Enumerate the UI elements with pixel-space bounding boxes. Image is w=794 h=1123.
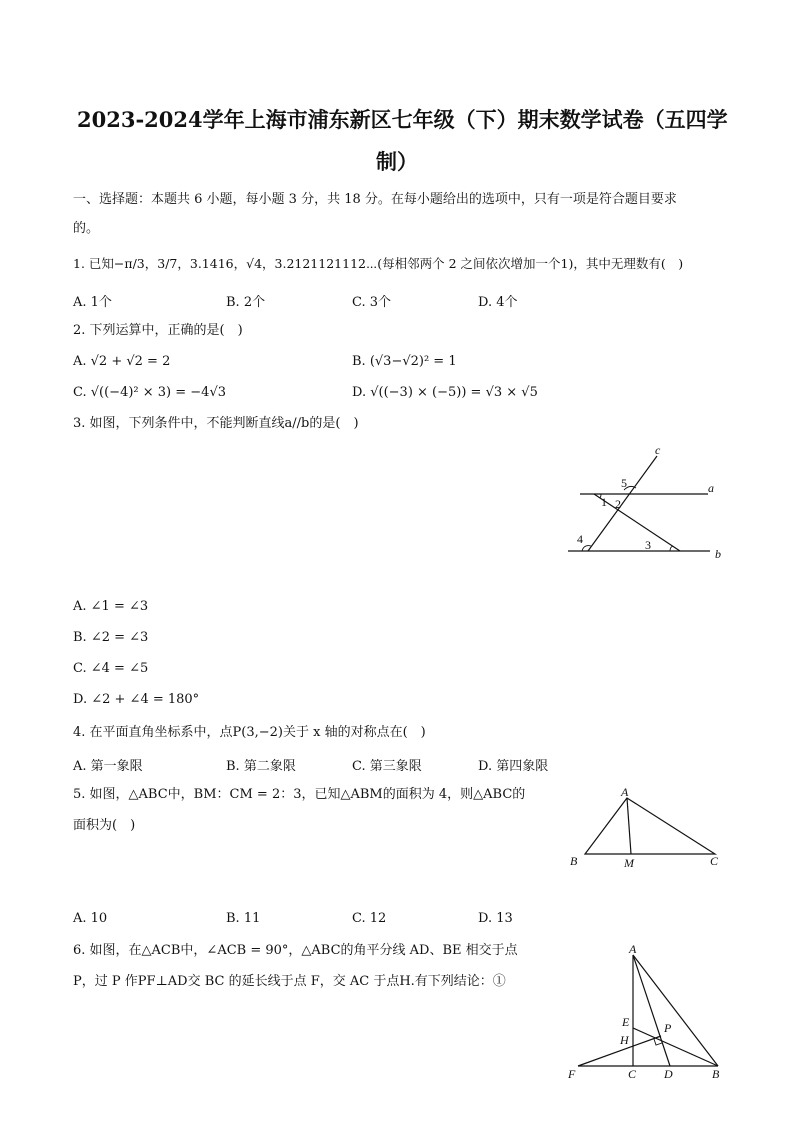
label-c: c (655, 443, 661, 457)
label-b: b (715, 547, 721, 561)
label-angle-3: 3 (645, 538, 651, 552)
question-4-option-b: B. 第二象限 (226, 759, 296, 774)
question-3-option-d: D. ∠2 + ∠4 = 180° (73, 692, 200, 707)
page-title-continued: 制） (376, 149, 418, 174)
question-6-stem-continued: P，过 P 作PF⊥AD交 BC 的延长线于点 F，交 AC 于点H.有下列结论：① (73, 974, 506, 989)
triangle-abc (585, 798, 715, 854)
question-3-figure (560, 440, 740, 565)
label-P: P (664, 1021, 672, 1035)
question-5-stem: 5. 如图，△ABC中，BM：CM = 2：3，已知△ABM的面积为 4，则△ABC的 (73, 787, 526, 802)
label-M: M (624, 856, 634, 870)
label-A: A (629, 942, 637, 956)
label-a: a (708, 481, 714, 495)
question-3-option-a: A. ∠1 = ∠3 (73, 599, 149, 614)
label-A: A (621, 785, 629, 799)
section-header: 一、选择题：本题共 6 小题，每小题 3 分，共 18 分。在每小题给出的选项中，只有一项是符合题目要求 (73, 192, 677, 207)
label-D: D (664, 1067, 673, 1081)
question-3-option-c: C. ∠4 = ∠5 (73, 661, 149, 676)
question-2-option-c: C. √((−4)² × 3) = −4√3 (73, 385, 226, 400)
question-4-stem: 4. 在平面直角坐标系中，点P(3,−2)关于 x 轴的对称点在( ) (73, 725, 426, 740)
question-1-stem: 1. 已知−π/3，3/7，3.1416，√4，3.2121121112⋯(每相邻两个 2 之间依次增加一个1)，其中无理数有( ) (73, 256, 684, 271)
question-5-figure (565, 786, 725, 876)
label-B: B (712, 1067, 720, 1081)
question-2-stem: 2. 下列运算中，正确的是( ) (73, 323, 243, 338)
question-5-option-d: D. 13 (478, 911, 513, 926)
question-3-stem: 3. 如图，下列条件中，不能判断直线a//b的是( ) (73, 416, 359, 431)
question-5-stem-continued: 面积为( ) (73, 818, 136, 833)
label-angle-2: 2 (615, 497, 621, 511)
question-4-option-d: D. 第四象限 (478, 759, 549, 774)
question-6-stem: 6. 如图，在△ACB中，∠ACB = 90°，△ABC的角平分线 AD、BE 相交于点 (73, 943, 518, 958)
segment-be (633, 1028, 718, 1066)
question-2-option-b: B. (√3−√2)² = 1 (352, 354, 457, 369)
question-5-option-a: A. 10 (73, 911, 108, 926)
question-5-option-b: B. 11 (226, 911, 261, 926)
question-1-option-a: A. 1个 (73, 295, 112, 310)
label-angle-5: 5 (621, 476, 627, 490)
question-2-option-d: D. √((−3) × (−5)) = √3 × √5 (352, 385, 538, 400)
line-c (588, 456, 657, 551)
label-B: B (570, 854, 578, 868)
page-title: 2023-2024学年上海市浦东新区七年级（下）期末数学试卷（五四学 (77, 107, 728, 132)
segment-ab (633, 955, 718, 1066)
question-4-option-c: C. 第三象限 (352, 759, 422, 774)
section-header-continued: 的。 (73, 221, 100, 236)
segment-am (627, 798, 631, 854)
label-F: F (568, 1067, 576, 1081)
question-4-option-a: A. 第一象限 (73, 759, 143, 774)
question-5-option-c: C. 12 (352, 911, 387, 926)
label-angle-4: 4 (577, 532, 583, 546)
label-C: C (628, 1067, 637, 1081)
label-H: H (620, 1033, 629, 1047)
question-6-figure (560, 940, 735, 1085)
label-angle-1: 1 (601, 495, 607, 509)
question-1-option-b: B. 2个 (226, 295, 266, 310)
label-C: C (710, 854, 719, 868)
question-1-option-c: C. 3个 (352, 295, 392, 310)
question-3-option-b: B. ∠2 = ∠3 (73, 630, 149, 645)
segment-ad (633, 955, 670, 1066)
question-1-option-d: D. 4个 (478, 295, 518, 310)
label-E: E (622, 1015, 630, 1029)
question-2-option-a: A. √2 + √2 = 2 (73, 354, 171, 369)
